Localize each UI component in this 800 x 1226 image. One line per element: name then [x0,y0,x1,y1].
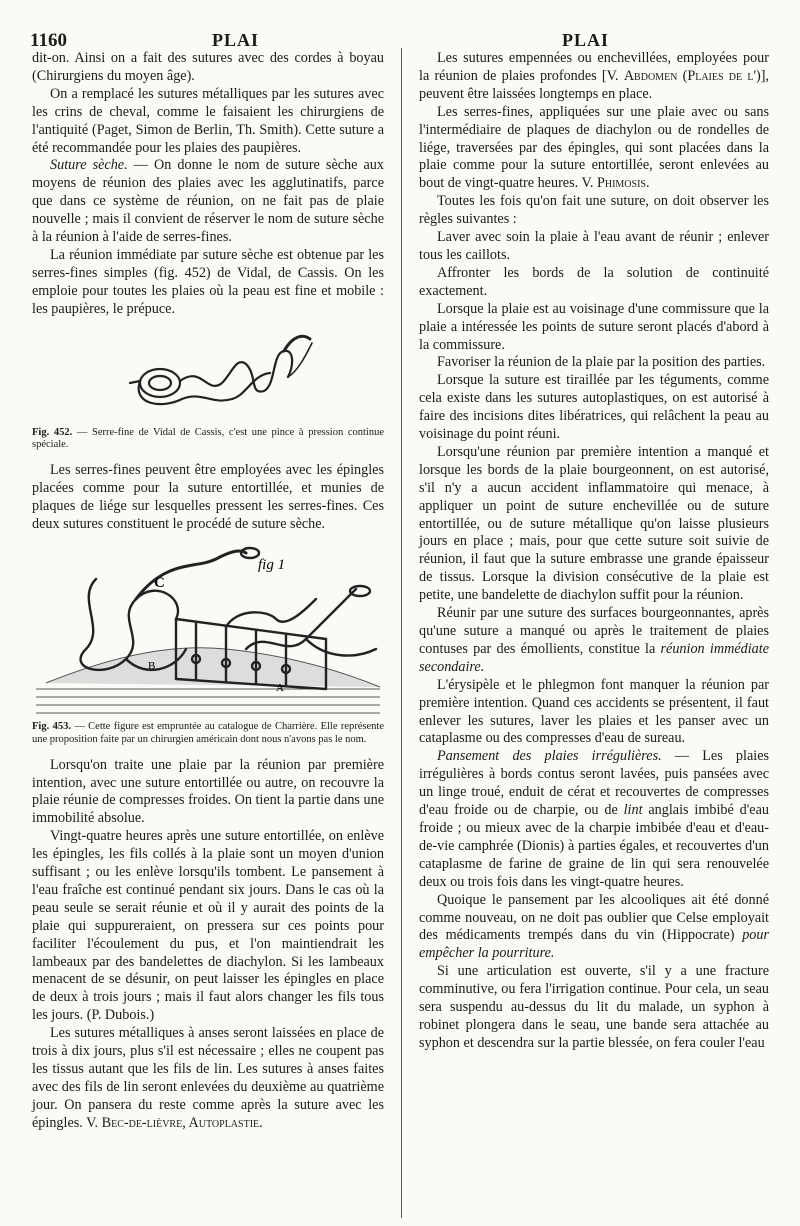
paragraph: Toutes les fois qu'on fait une suture, on doit observer les règles suivantes : [419,193,769,228]
suture-device-illustration [26,539,390,717]
caption-label: Fig. 452. [32,426,73,438]
section-heading: Pansement des plaies irrégulières. [437,748,662,765]
running-head-right: PLAI [562,30,610,50]
paragraph: Vingt-quatre heures après une suture entortillée, on enlève les épingles, les fils collés à la plaie sont un moyen d'union suffisant ; ou les enlève lorsqu'ils tombent. Le pansement à l'eau fraîche est continué pendant six jours. Dans le cas où la peau seule se serait réunie et où il y aurait des points de la plaie qui suppureraient, on pressera sur ces points pour faciliter l'écoulement du pus, et l'on maintiendrait les lambeaux par des bandelettes de diachylon. Si les lambeaux menacent de se désunir, on peut laisser les épingles en place de deux à trois jours ; mais il faut alors changer les fils tous les jours. (P. Dubois.) [32,828,384,1024]
section-heading: Suture sèche. [50,157,128,174]
paragraph [32,1025,384,1132]
paragraph [419,104,769,194]
running-head-left: PLAI [212,30,260,50]
paragraph: Lorsque la suture est tiraillée par les téguments, comme cela existe dans les sutures autoplastiques, on est autorisé à faire des incisions dites libératrices, qui relâchent la peau au voisinage du point réuni. [419,372,769,443]
figure-452-caption [32,427,384,452]
figure-453-caption [32,721,384,746]
caption-text: — Serre-fine de Vidal de Cassis, c'est une pince à pression continue spéciale. [32,426,384,451]
paragraph: Les serres-fines peuvent être employées avec les épingles placées comme pour la suture entortillée, et munies de plaques de liége sur lesquelles pressent les serres-fines. Ces deux sutures constituent le procédé de suture sèche. [32,461,384,532]
paragraph: Lorsqu'on traite une plaie par la réunion par première intention, avec une suture entortillée ou autre, on recouvre la plaie réunie de compresses froides. On tient la partie dans une immobilité absolue. [32,756,384,827]
paragraph: Lorsque la plaie est au voisinage d'une commissure que la plaie a intéressée les points de suture seront placés d'abord à la commissure. [419,300,769,353]
fig-label-b: B [148,660,156,673]
cross-reference: Bec-de-lièvre, Autoplastie. [101,1114,263,1131]
serre-fine-illustration [32,325,384,421]
paragraph-text: — Les plaies irrégulières à bords contus seront lavées, puis pansées avec un linge troué, enduit de cérat et recouvertes de compresses d'eau froide ou de charpie, ou de [419,748,770,819]
paragraph-text: Réunir par une suture des surfaces bourgeonnantes, après qu'une suture a manqué ou après le traitement de plaies contuses par des émollients, constitue la [419,605,769,657]
paragraph [419,748,769,891]
caption-text: — Cette figure est empruntée au catalogue de Charrière. Elle représente une proposition faite par un chirurgien américain dont nous n'avons pas le nom. [32,721,384,745]
paragraph-text: Les sutures métalliques à anses seront laissées en place de trois à dix jours, plus s'il est nécessaire ; elles ne coupent pas les tissus autant que les fils de lin. Les sutures à anses faites avec des fils de lin seront enlevées du deuxième au quatrième jour. On pansera du reste comme après la suture avec les épingles. V. [32,1025,384,1131]
paragraph [32,157,384,247]
paragraph: Laver avec soin la plaie à l'eau avant de réunir ; enlever tous les caillots. [419,229,769,263]
paragraph-text: ], peuvent être laissées longtemps en place. [419,67,770,102]
paragraph-text: Quoique le pansement par les alcooliques ait été donné comme nouveau, on ne doit pas oublier que Celse employait des médicaments trempés dans du vin (Hippocrate) [419,891,769,944]
paragraph: dit-on. Ainsi on a fait des sutures avec des cordes à boyau (Chirurgiens du moyen âge). [32,50,384,84]
emphasis: lint [623,802,643,819]
paragraph: La réunion immédiate par suture sèche est obtenue par les serres-fines simples (fig. 452) de Vidal, de Cassis. On les emploie pour toutes les plaies où la peau est fine et mobile : les paupières, le prépuce. [32,246,384,317]
fig-label-c: C [154,575,165,592]
page-number: 1160 [30,30,67,51]
emphasis: pour empêcher la pourriture. [419,927,769,962]
paragraph-text: Les sutures empennées ou enchevillées, employées pour la réunion de plaies profondes [V. [419,50,769,84]
column-divider [401,48,402,1218]
paragraph-text: — On donne le nom de suture sèche aux moyens de réunion des plaies avec les agglutinatifs, parce que dans ce système de réunion, on ne fait pas de plaie nouvelle ; mais il convient de réserver le nom de suture sèche à la réunion à l'aide de serres-fines. [32,157,384,246]
paragraph-text: Les serres-fines, appliquées sur une plaie avec ou sans l'intermédiaire de plaques de diachylon ou de rondelles de liége, traversées par des épingles, qui sont placées dans la plaie comme pour la suture entortillée, seront enlevées au bout de vingt-quatre heures. V. [419,103,769,192]
paragraph: Favoriser la réunion de la plaie par la position des parties. [437,354,766,371]
paragraph [419,892,769,964]
caption-label: Fig. 453. [32,721,71,733]
right-column [419,50,769,1053]
figure-453-suture-device [26,539,390,717]
cross-reference: Phimosis. [596,175,650,192]
paragraph: L'érysipèle et le phlegmon font manquer la réunion par première intention. Quand ces accidents se présentent, il faut enlever les sutures, laver les plaies et les panser avec un cataplasme ou des compresses d'eau de sureau. [419,676,769,747]
fig-label-a: A [276,682,284,695]
emphasis: réunion immédiate secondaire. [419,640,770,675]
fig-label-fig1: fig 1 [258,557,286,574]
cross-reference: Abdomen (Plaies de l') [623,67,761,84]
paragraph: Si une articulation est ouverte, s'il y a une fracture comminutive, ou fera l'irrigation continue. Pour cela, un seau sera suspendu au-dessus du lit du malade, un syphon à robinet plongera dans le seau, une bande sera attachée au syphon et descendra sur la partie blessée, on fera couler l'eau [419,963,769,1051]
paragraph: Affronter les bords de la solution de continuité exactement. [419,264,769,299]
paragraph: Lorsqu'une réunion par première intention a manqué et lorsque les bords de la plaie bourgeonnent, on est autorisé, s'il n'y a aucun accident inflammatoire qui menace, à appliquer un point de suture enchevillée ou de suture entortillée, ou de suture métallique qu'on laisse plusieurs jours en place ; mais, pour que cette suture soit suivie de réunion, il faut que la suture embrasse une grande épaisseur de tissus. Lorsque la division consécutive de la plaie est petite, une bandelette de diachylon suffit pour la réunion. [419,443,769,604]
figure-452-serre-fine [32,325,384,421]
paragraph: On a remplacé les sutures métalliques par les sutures avec les crins de cheval, comme le faisaient les chirurgiens de l'antiquité (Paget, Simon de Berlin, Th. Smith). Cette suture a été recommandée pour les plaies des paupières. [32,85,384,156]
left-column [32,50,384,1133]
paragraph-text: anglais imbibé d'eau froide ; ou mieux avec de la charpie imbibée d'eau et d'eau-de-vie camphrée (Dionis) à parties égales, et recouvertes d'un cataplasme de farine de graine de lin qui sera renouvelée deux ou trois fois dans les vingt-quatre heures. [419,802,769,890]
paragraph [419,605,769,677]
paragraph [419,50,769,104]
